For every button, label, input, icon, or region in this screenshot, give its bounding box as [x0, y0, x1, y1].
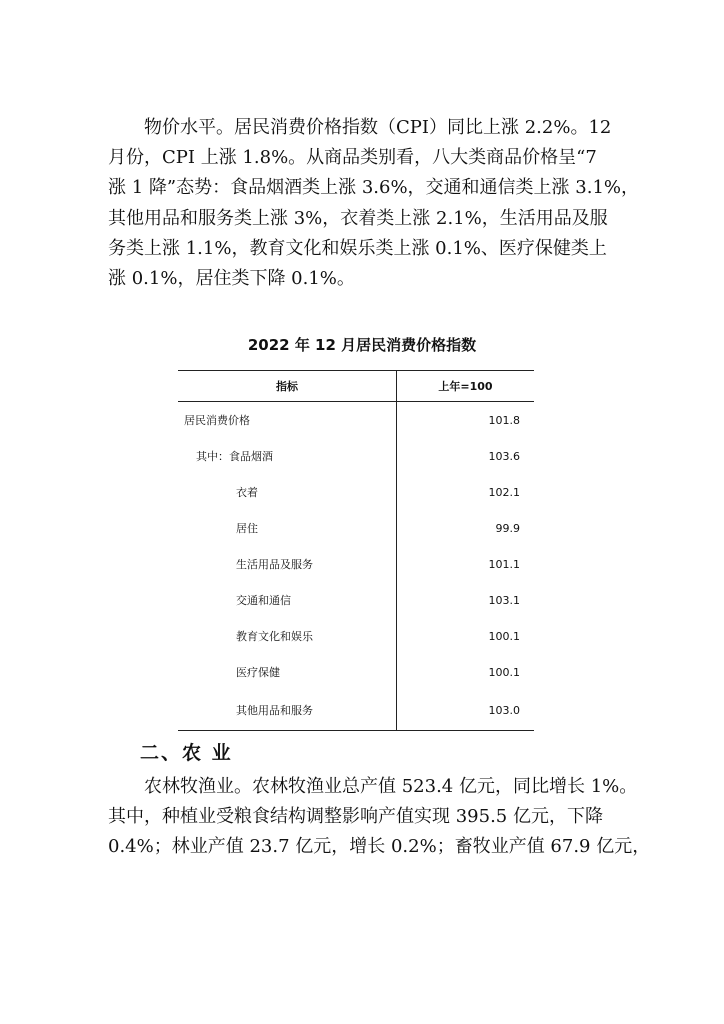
text-line: 其中，种植业受粮食结构调整影响产值实现 395.5 亿元，下降	[108, 806, 603, 828]
text-line: 涨 1 降”态势：食品烟酒类上涨 3.6%，交通和通信类上涨 3.1%，	[108, 177, 639, 199]
table-row	[178, 546, 534, 582]
row-label: 医疗保健	[178, 654, 397, 690]
cpi-table	[178, 370, 534, 731]
paragraph-cpi	[108, 113, 639, 294]
table-row	[178, 690, 534, 731]
table-row	[178, 474, 534, 510]
table-row	[178, 510, 534, 546]
table-row	[178, 438, 534, 474]
row-label: 其中：食品烟酒	[178, 438, 397, 474]
text-line: 涨 0.1%，居住类下降 0.1%。	[108, 268, 355, 290]
text-line: 其他用品和服务类上涨 3%，衣着类上涨 2.1%，生活用品及服	[108, 207, 608, 229]
text-line: 农林牧渔业。农林牧渔业总产值 523.4 亿元，同比增长 1%。	[108, 776, 638, 797]
table-title: 2022 年 12 月居民消费价格指数	[247, 336, 477, 354]
row-value: 102.1	[488, 485, 520, 499]
section-heading: 二、农 业	[140, 742, 233, 764]
column-header-indicator: 指标	[178, 371, 397, 402]
text-line: 月份，CPI 上涨 1.8%。从商品类别看，八大类商品价格呈“7	[108, 147, 597, 169]
table-row	[178, 582, 534, 618]
table-row	[178, 654, 534, 690]
row-value: 101.1	[488, 557, 520, 571]
text-line: 物价水平。居民消费价格指数（CPI）同比上涨 2.2%。12	[108, 117, 612, 138]
row-value: 101.8	[488, 413, 520, 427]
row-label: 衣着	[178, 474, 397, 510]
row-value: 103.1	[488, 593, 520, 607]
row-value: 99.9	[495, 521, 520, 535]
row-value: 103.0	[397, 690, 535, 731]
row-value: 103.6	[488, 449, 520, 463]
row-value: 100.1	[488, 629, 520, 643]
table-header-row	[178, 371, 534, 402]
table-row	[178, 402, 534, 439]
row-label: 生活用品及服务	[178, 546, 397, 582]
row-label: 教育文化和娱乐	[178, 618, 397, 654]
column-header-value: 上年=100	[397, 371, 535, 402]
row-label: 交通和通信	[178, 582, 397, 618]
table-row	[178, 618, 534, 654]
row-value: 100.1	[488, 665, 520, 679]
row-label: 居住	[178, 510, 397, 546]
row-label: 其他用品和服务	[178, 690, 397, 731]
text-line: 务类上涨 1.1%，教育文化和娱乐类上涨 0.1%、医疗保健类上	[108, 237, 607, 259]
text-line: 0.4%；林业产值 23.7 亿元，增长 0.2%；畜牧业产值 67.9 亿元，	[108, 836, 651, 858]
paragraph-agriculture	[108, 772, 651, 863]
row-label: 居民消费价格	[178, 402, 397, 439]
